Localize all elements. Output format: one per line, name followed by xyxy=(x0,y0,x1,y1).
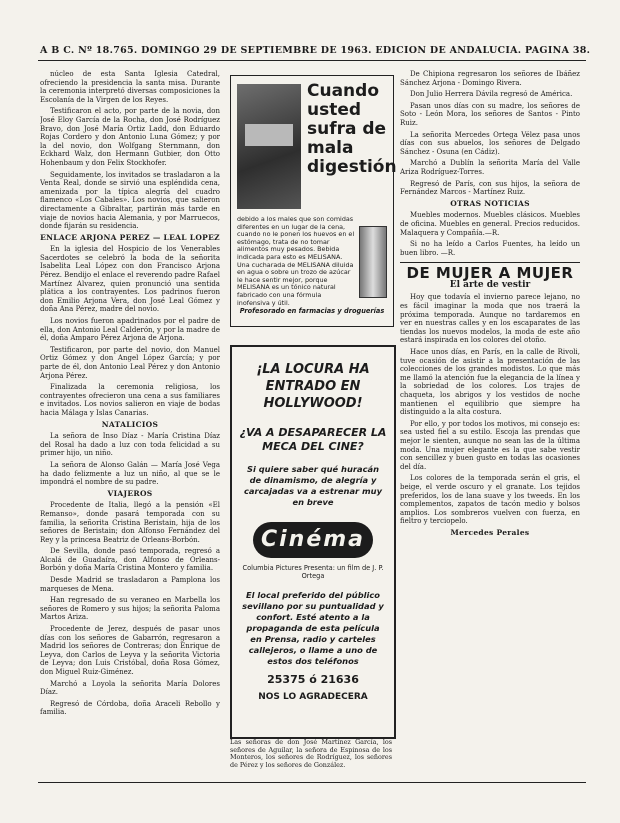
paragraph: Seguidamente, los invitados se trasladaron a la Venta Real, donde se sirvió una espléndida cena, amenizada por la típica alegría del cuadro flamenco «Los Cabales». Los novios, que salieron directamente a Gibraltar, partirán más tarde en viaje de novios hacia Alemania, y por Marruecos, donde fijarán su residencia. xyxy=(40,170,220,231)
paragraph: Por ello, y por todos los motivos, mi consejo es: sea usted fiel a su estilo. Escoja las prendas que mejor le sienten, aunque no sean las de la última moda. Una mujer elegante es la que sabe vestir con sencillez y buen gusto en todas las ocasiones del día. xyxy=(400,419,580,471)
header-rule xyxy=(38,60,586,61)
paragraph: Hoy que todavía el invierno parece lejano, no es fácil imaginar la moda que nos traerá la próxima temporada. Aunque no tardaremos en ver en nuestras calles y en los escaparates de las tiendas los nuevos modelos, la moda de este año estará inspirada en los colores del otoño. xyxy=(400,293,580,345)
byline: Mercedes Perales xyxy=(450,527,530,537)
producer-line: Columbia Pictures Presenta: un film de J. P. Ortega xyxy=(242,564,384,580)
paragraph: Regresó de Córdoba, doña Araceli Rebollo y familia. xyxy=(40,699,220,717)
paragraph: Si no ha leído a Carlos Fuentes, ha leído un buen libro. —R. xyxy=(400,240,580,257)
movie-ad-title: ¡LA LOCURA HA ENTRADO EN HOLLYWOOD! xyxy=(256,362,370,411)
paragraph: Procedente de Italia, llegó a la pensión «El Remanso», donde pasará temporada con su familia, la señorita Cristina Beristain, hija de los señores de Beristain; don Alfonso Fernández del Rey y la princesa Beatriz de Orleans-Borbón. xyxy=(40,501,220,544)
paragraph: Finalizada la ceremonia religiosa, los contrayentes ofrecieron una cena a sus familiares e invitados. Los novios salieron en viaje de bodas hacia Málaga y Islas Canarias. xyxy=(40,383,220,417)
section-heading: ENLACE ARJONA PEREZ — LEAL LOPEZ xyxy=(40,232,220,242)
paragraph: Hace unos días, en París, en la calle de Rivoli, tuve ocasión de asistir a la presentación de las colecciones de los grandes modistos. Lo que más me llamó la atención fue la elegancia de la línea y la sobriedad de los colores. Los trajes de chaqueta, los abrigos y los vestidos de noche mantienen el equilibrio que siempre ha distinguido a la alta costura. xyxy=(400,348,580,417)
paragraph: Marchó a Loyola la señorita María Dolores Díaz. xyxy=(40,679,220,697)
paragraph: En la iglesia del Hospicio de los Venerables Sacerdotes se celebró la boda de la señorita Isabelita Leal López con don Francisco Arjona Pérez. Bendijo el enlace el reverendo padre Rafael Martínez Alvarez, quien pronunció una sentida plática a los contrayentes. Los padrinos fueron don Emilio Arjona Vera, don José Leal Gómez y doña Ana Pérez, madre del novio. xyxy=(40,245,220,314)
cinema-advertisement xyxy=(230,345,396,739)
right-column xyxy=(400,70,580,770)
paragraph: Los novios fueron apadrinados por el padre de ella, don Antonio Leal Calderón, y por la madre de él, doña Amparo Pérez Arjona de Arjona. xyxy=(40,317,220,343)
paragraph: Testificaron, por parte del novio, don Manuel Ortiz Gómez y don Angel López García; y por parte de él, don Antonio Leal Pérez y don Antonio Arjona Pérez. xyxy=(40,345,220,380)
paragraph: Los colores de la temporada serán el gris, el beige, el verde oscuro y el granate. Los tejidos preferidos, los de lana suave y los tweeds. En los complementos, zapatos de tacón medio y bolsos amplios. Los sombreros vuelven con fuerza, en fieltro y terciopelo. xyxy=(400,474,580,526)
movie-ad-subtitle: Si quiere saber qué huracán de dinamismo, de alegría y carcajadas va a estrenar muy en breve xyxy=(243,464,382,507)
movie-ad-question: ¿VA A DESAPARECER LA MECA DEL CINE? xyxy=(239,426,387,453)
page-header: A B C. Nº 18.765. DOMINGO 29 DE SEPTIEMBRE DE 1963. EDICION DE ANDALUCIA. PAGINA 38. xyxy=(40,45,591,56)
ad-footer: Profesorado en farmacias y droguerías xyxy=(239,307,385,315)
left-column xyxy=(40,70,220,770)
cinema-logo: Cinéma xyxy=(253,522,373,558)
thanks-line: NOS LO AGRADECERA xyxy=(258,692,368,702)
melisana-advertisement xyxy=(230,75,397,327)
paragraph: De Chipiona regresaron los señores de Ibáñez Sánchez Arjona - Domingo Rivera. xyxy=(400,70,580,87)
paragraph: La señorita Mercedes Ortega Vélez pasa unos días con sus abuelos, los señores de Delgado Sánchez - Osuna (en Cádiz). xyxy=(400,130,580,156)
photo-caption: Las señoras de don José Martínez García, los señores de Aguilar, la señora de Espinosa de los Monteros, los señores de Rodríguez, los señores de Pérez y los señores de González. xyxy=(230,738,392,769)
footer-rule xyxy=(38,782,586,783)
paragraph: La señora de Inso Díaz - María Cristina Díaz del Rosal ha dado a luz con toda felicidad a su primer hijo, un niño. xyxy=(40,432,220,458)
paragraph: Procedente de Jerez, después de pasar unos días con los señores de Gabarrón, regresaron a Madrid los señores de Contreras; don Enrique de Leyva, don Carlos de Leyva y la señorita Victoria de Leyva; don Luis Cristóbal, doña Rosa Gómez, don Miguel Ruiz-Giménez. xyxy=(40,625,220,676)
paragraph: Han regresado de su veraneo en Marbella los señores de Romero y sus hijos; la señorita Paloma Martos Ariza. xyxy=(40,596,220,622)
advertisement-photo xyxy=(237,84,301,209)
section-rule xyxy=(400,262,580,263)
paragraph: De Sevilla, donde pasó temporada, regresó a Alcalá de Guadaíra, don Alfonso de Orleans-Borbón y doña María Cristina Montero y familia. xyxy=(40,547,220,573)
paragraph: Don Julio Herrera Dávila regresó de América. xyxy=(410,90,573,99)
paragraph: núcleo de esta Santa Iglesia Catedral, ofreciendo la presidencia la santa misa. Durante la ceremonia interpretó diversas composiciones la Escolanía de la Virgen de los Reyes. xyxy=(40,70,220,104)
paragraph: Desde Madrid se trasladaron a Pamplona los marqueses de Mena. xyxy=(40,576,220,593)
paragraph: Muebles modernos. Muebles clásicos. Muebles de oficina. Muebles en general. Precios reducidos. Malaquera y Compañía.—R. xyxy=(400,211,580,237)
column-subheadline: El arte de vestir xyxy=(449,279,531,290)
section-heading: NATALICIOS xyxy=(101,419,159,429)
section-heading: VIAJEROS xyxy=(107,488,153,498)
phone-numbers: 25375 ó 21636 xyxy=(267,673,359,686)
ad-headline: Cuando usted sufra de mala digestión xyxy=(307,81,397,177)
venue-description: El local preferido del público sevillano por su puntualidad y confort. Esté atento a la propaganda de esta película en Prensa, radio y carteles callejeros, o llame a uno de estos dos teléfonos xyxy=(242,590,384,666)
ad-body-text: debido a los males que son comidas diferentes en un lugar de la cena, cuando no le ponen los huevos en el estómago, trata de no tomar alimentos muy pesados. Bebida indicada para esto es MELISANA. Una cucharada de MELISANA diluida en agua o sobre un trozo de azúcar le hace sentir mejor, porque MELISANA es un tónico natural fabricado con una fórmula inofensiva y útil. xyxy=(237,215,355,307)
paragraph: Pasan unos días con su madre, los señores de Soto - León Mora, los señores de Santos - Pinto Ruiz. xyxy=(400,101,580,127)
paragraph: Testificaron el acto, por parte de la novia, don José Eloy García de la Rocha, don José Rodríguez Bravo, don José María Ortiz Ladd, don Eduardo Rojas Cordero y don Antonio Luna Gómez; y por la del novio, don Wolfgang Sternmann, don Eckhard Walz, don Hermann Gutbier, don Otto Hohenbaum y don Felix Stockhofer. xyxy=(40,107,220,167)
section-heading: OTRAS NOTICIAS xyxy=(450,198,530,208)
paragraph: La señora de Alonso Galán — María José Vega ha dado felizmente a luz un niño, al que se le impondrá el nombre de su padre. xyxy=(40,460,220,487)
paragraph: Regresó de París, con sus hijos, la señora de Fernández Marcos - Martínez Ruiz. xyxy=(400,179,580,197)
bottle-illustration xyxy=(359,226,387,298)
paragraph: Marchó a Dublín la señorita María del Valle Ariza Rodríguez-Torres. xyxy=(400,159,580,176)
column-headline: DE MUJER A MUJER xyxy=(406,264,574,283)
